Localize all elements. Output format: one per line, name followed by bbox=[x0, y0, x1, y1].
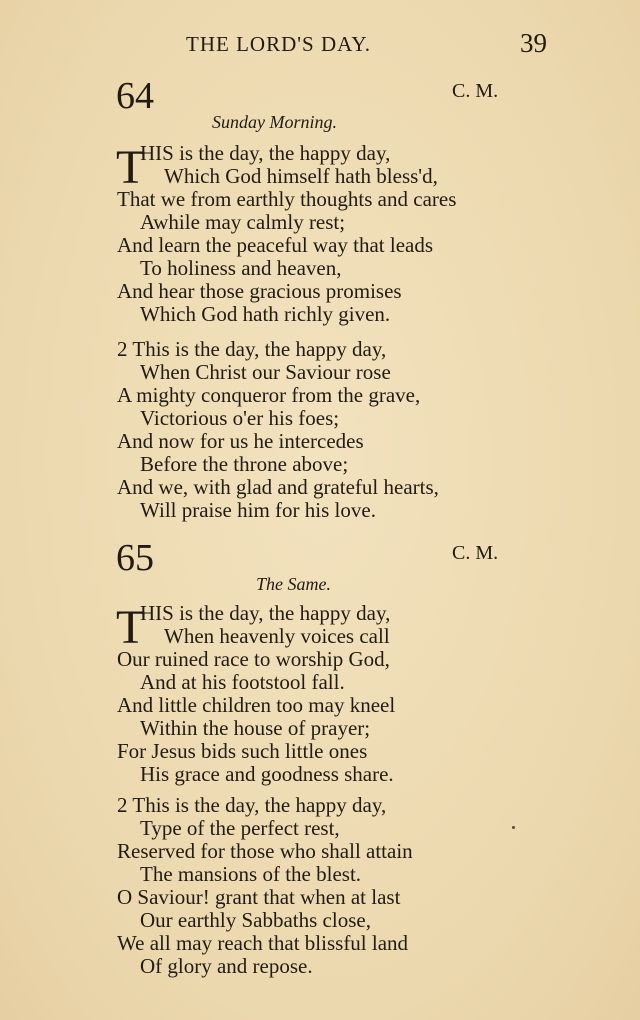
hymn-meter: C. M. bbox=[452, 80, 499, 102]
hymn-number: 64 bbox=[116, 75, 154, 117]
running-head bbox=[0, 28, 640, 58]
verse-line: And learn the peaceful way that leads bbox=[117, 233, 434, 257]
verse-line: Type of the perfect rest, bbox=[140, 816, 340, 840]
verse-line: 2 This is the day, the happy day, bbox=[117, 337, 387, 361]
verse-line: HIS is the day, the happy day, bbox=[140, 601, 391, 625]
verse-line: To holiness and heaven, bbox=[140, 256, 342, 280]
verse-line: The mansions of the blest. bbox=[140, 862, 362, 886]
verse-line: That we from earthly thoughts and cares bbox=[117, 187, 457, 211]
paper-speck bbox=[512, 826, 515, 829]
hymn-number: 65 bbox=[116, 537, 154, 579]
verse-line: And we, with glad and grateful hearts, bbox=[117, 475, 439, 499]
verse-line: Which God hath richly given. bbox=[140, 302, 391, 326]
verse-line: O Saviour! grant that when at last bbox=[117, 885, 401, 909]
verse-line: 2 This is the day, the happy day, bbox=[117, 793, 387, 817]
verse-line: Our ruined race to worship God, bbox=[117, 647, 390, 671]
verse-line: Will praise him for his love. bbox=[140, 498, 376, 522]
verse-line: And now for us he intercedes bbox=[117, 429, 364, 453]
verse-line: And at his footstool fall. bbox=[140, 670, 345, 694]
running-head-title: THE LORD'S DAY. bbox=[186, 32, 372, 56]
verse-line: Of glory and repose. bbox=[140, 954, 313, 978]
hymn-meter: C. M. bbox=[452, 542, 499, 564]
verse-line: Reserved for those who shall attain bbox=[117, 839, 413, 863]
verse-line: His grace and goodness share. bbox=[140, 762, 394, 786]
hymn-title: Sunday Morning. bbox=[212, 112, 337, 132]
drop-cap: T bbox=[116, 141, 146, 194]
verse-line: When Christ our Saviour rose bbox=[140, 360, 391, 384]
verse-line: Before the throne above; bbox=[140, 452, 349, 476]
verse-line: Which God himself hath bless'd, bbox=[164, 164, 438, 188]
verse-line: Awhile may calmly rest; bbox=[140, 210, 346, 234]
verse-line: And hear those gracious promises bbox=[117, 279, 402, 303]
verse-line: When heavenly voices call bbox=[164, 624, 390, 648]
page-number: 39 bbox=[520, 28, 547, 58]
verse-line: HIS is the day, the happy day, bbox=[140, 141, 391, 165]
verse-line: Within the house of prayer; bbox=[140, 716, 371, 740]
drop-cap: T bbox=[116, 601, 146, 654]
verse-line: Our earthly Sabbaths close, bbox=[140, 908, 371, 932]
verse-line: For Jesus bids such little ones bbox=[117, 739, 368, 763]
verse-line: Victorious o'er his foes; bbox=[140, 406, 340, 430]
hymn-title: The Same. bbox=[256, 574, 331, 594]
verse-line: We all may reach that blissful land bbox=[117, 931, 409, 955]
verse-line: And little children too may kneel bbox=[117, 693, 396, 717]
verse-line: A mighty conqueror from the grave, bbox=[117, 383, 421, 407]
